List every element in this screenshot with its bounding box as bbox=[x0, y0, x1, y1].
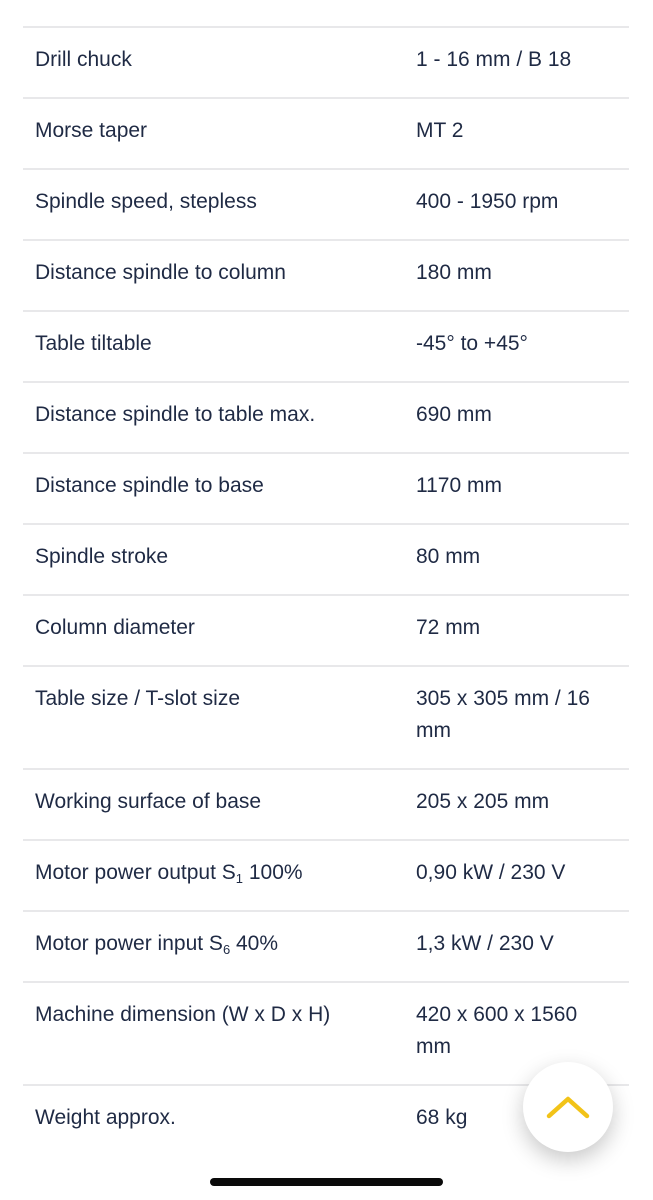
spec-label bbox=[23, 841, 404, 910]
spec-value: 80 mm bbox=[416, 545, 481, 568]
spec-label: Morse taper bbox=[35, 119, 148, 142]
spec-row bbox=[23, 596, 629, 667]
spec-label: Spindle speed, stepless bbox=[35, 190, 257, 213]
spec-value: 400 - 1950 rpm bbox=[416, 190, 559, 213]
spec-value: 0,90 kW / 230 V bbox=[416, 861, 566, 884]
spec-value: 180 mm bbox=[416, 261, 492, 284]
spec-label-suffix: 100% bbox=[243, 861, 303, 884]
spec-row bbox=[23, 912, 629, 983]
spec-label: Machine dimension (W x D x H) bbox=[35, 1003, 331, 1026]
spec-label-text: Motor power output S bbox=[35, 861, 236, 884]
spec-label-subscript: 1 bbox=[235, 871, 244, 886]
spec-label: Table tiltable bbox=[35, 332, 152, 355]
spec-row bbox=[23, 983, 629, 1086]
spec-row bbox=[23, 99, 629, 170]
spec-label-suffix: 40% bbox=[230, 932, 279, 955]
spec-row bbox=[23, 770, 629, 841]
scroll-to-top-button[interactable] bbox=[523, 1062, 613, 1152]
spec-row bbox=[23, 667, 629, 770]
spec-row bbox=[23, 170, 629, 241]
spec-value: 305 x 305 mm / 16 mm bbox=[416, 687, 590, 742]
spec-label-subscript: 6 bbox=[222, 942, 231, 957]
spec-label-text: Motor power input S bbox=[35, 932, 223, 955]
spec-row bbox=[23, 28, 629, 99]
spec-row bbox=[23, 312, 629, 383]
spec-row bbox=[23, 841, 629, 912]
spec-row bbox=[23, 454, 629, 525]
spec-label: Drill chuck bbox=[35, 48, 132, 71]
spec-label: Working surface of base bbox=[35, 790, 262, 813]
spec-value: 1170 mm bbox=[416, 474, 502, 497]
spec-value: MT 2 bbox=[416, 119, 464, 142]
home-indicator bbox=[210, 1178, 443, 1186]
spec-value: 420 x 600 x 1560 mm bbox=[416, 1003, 578, 1058]
spec-row bbox=[23, 241, 629, 312]
spec-label: Weight approx. bbox=[35, 1106, 176, 1129]
spec-label: Spindle stroke bbox=[35, 545, 169, 568]
spec-row bbox=[23, 525, 629, 596]
spec-label bbox=[23, 912, 404, 981]
spec-label: Distance spindle to column bbox=[35, 261, 286, 284]
spec-value: -45° to +45° bbox=[416, 332, 528, 355]
spec-row bbox=[23, 383, 629, 454]
spec-label: Column diameter bbox=[35, 616, 195, 639]
chevron-up-icon bbox=[546, 1094, 590, 1120]
spec-value: 690 mm bbox=[416, 403, 492, 426]
spec-value: 1 - 16 mm / B 18 bbox=[416, 48, 572, 71]
specifications-table bbox=[23, 26, 629, 1157]
spec-label: Table size / T-slot size bbox=[35, 687, 241, 710]
spec-value: 68 kg bbox=[416, 1106, 468, 1129]
spec-value: 205 x 205 mm bbox=[416, 790, 550, 813]
spec-value: 1,3 kW / 230 V bbox=[416, 932, 554, 955]
spec-value: 72 mm bbox=[416, 616, 481, 639]
spec-label: Distance spindle to table max. bbox=[35, 403, 316, 426]
spec-label: Distance spindle to base bbox=[35, 474, 264, 497]
